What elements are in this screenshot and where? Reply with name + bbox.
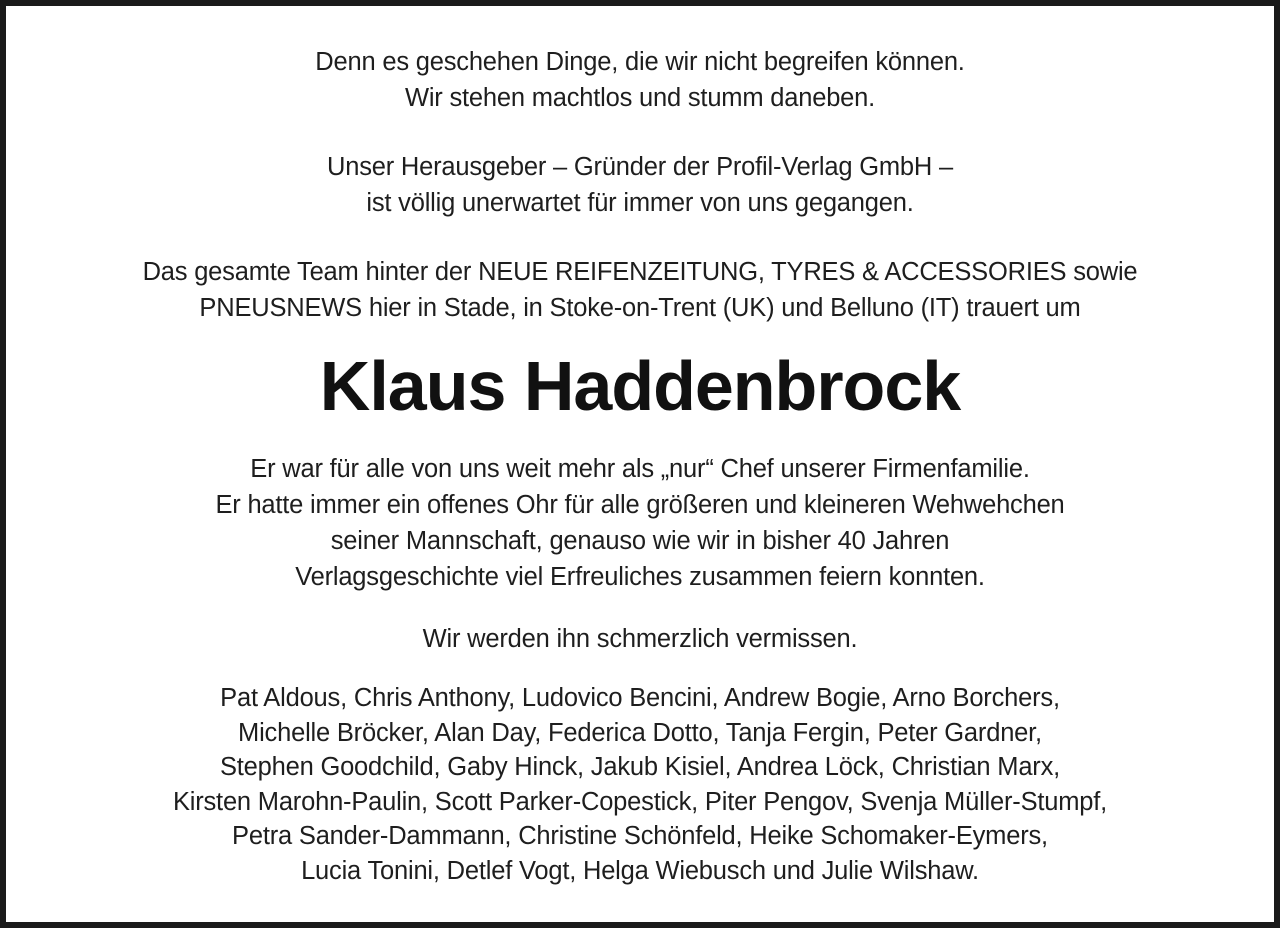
team-line: Das gesamte Team hinter der NEUE REIFENZEITUNG, TYRES & ACCESSORIES sowie — [142, 258, 1138, 286]
tribute-line: Er war für alle von uns weit mehr als „nur“ Chef unserer Firmenfamilie. — [250, 455, 1030, 483]
deceased-name: Klaus Haddenbrock — [319, 347, 961, 425]
tribute-paragraph — [6, 451, 1274, 595]
signatories-line: Pat Aldous, Chris Anthony, Ludovico Bencini, Andrew Bogie, Arno Borchers, — [220, 684, 1060, 712]
signatories-line: Stephen Goodchild, Gaby Hinck, Jakub Kisiel, Andrea Löck, Christian Marx, — [219, 753, 1061, 781]
tribute-line: seiner Mannschaft, genauso wie wir in bisher 40 Jahren — [330, 527, 950, 555]
team-line: PNEUSNEWS hier in Stade, in Stoke-on-Trent (UK) und Belluno (IT) trauert um — [199, 294, 1081, 322]
announcement-paragraph — [6, 149, 1274, 221]
tribute-line: Verlagsgeschichte viel Erfreuliches zusammen feiern konnten. — [295, 563, 985, 591]
signatories-line: Petra Sander-Dammann, Christine Schönfeld, Heike Schomaker-Eymers, — [232, 822, 1048, 850]
tribute-line: Er hatte immer ein offenes Ohr für alle größeren und kleineren Wehwehchen — [215, 491, 1065, 519]
signatories-line: Lucia Tonini, Detlef Vogt, Helga Wiebusch und Julie Wilshaw. — [301, 856, 979, 885]
signatories-line: Michelle Bröcker, Alan Day, Federica Dotto, Tanja Fergin, Peter Gardner, — [238, 718, 1042, 747]
intro-paragraph — [6, 44, 1274, 116]
closing-line: Wir werden ihn schmerzlich vermissen. — [422, 625, 858, 653]
intro-line: Wir stehen machtlos und stumm daneben. — [404, 84, 876, 112]
signatories-paragraph — [6, 681, 1274, 888]
intro-line: Denn es geschehen Dinge, die wir nicht begreifen können. — [315, 48, 965, 76]
closing-paragraph — [6, 621, 1274, 657]
team-paragraph — [6, 254, 1274, 326]
announcement-line: ist völlig unerwartet für immer von uns gegangen. — [366, 189, 914, 217]
signatories-line: Kirsten Marohn-Paulin, Scott Parker-Copestick, Piter Pengov, Svenja Müller-Stumpf, — [172, 787, 1108, 816]
announcement-line: Unser Herausgeber – Gründer der Profil-Verlag GmbH – — [327, 153, 953, 181]
